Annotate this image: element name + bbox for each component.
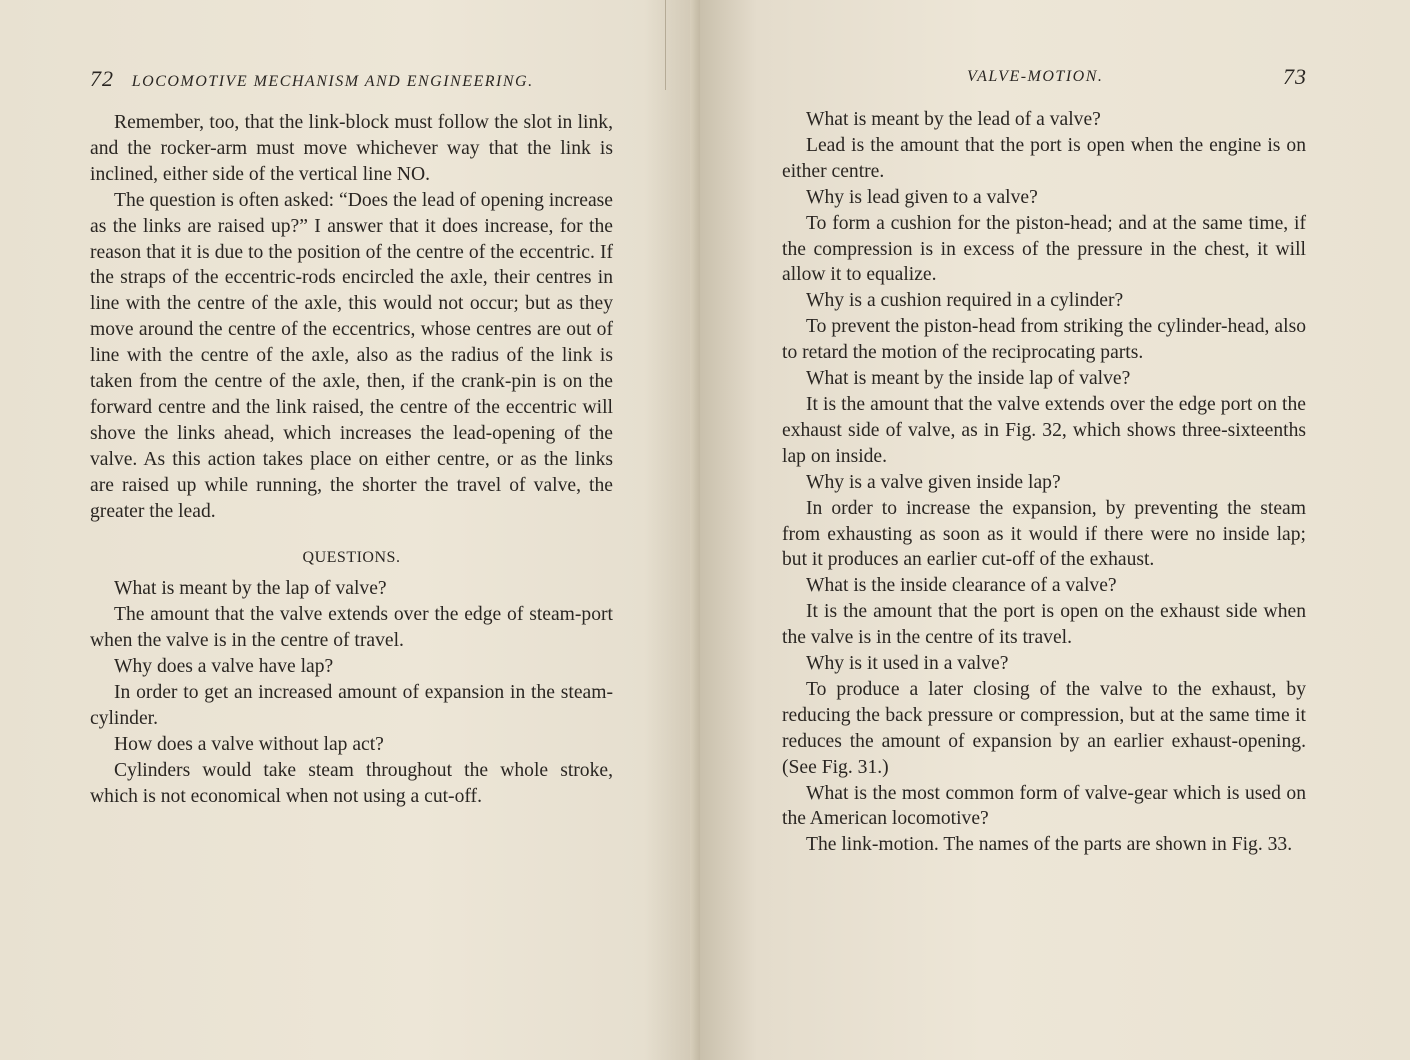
right-page: [700, 0, 1410, 1060]
question: What is meant by the lap of valve?: [114, 578, 387, 600]
question: Why is it used in a valve?: [806, 653, 1009, 675]
left-running-title: LOCOMOTIVE MECHANISM AND ENGINEERING.: [131, 73, 534, 90]
right-body-text: [782, 107, 1306, 858]
question: How does a valve without lap act?: [114, 733, 384, 755]
right-running-title: VALVE-MOTION.: [967, 68, 1104, 85]
answer: It is the amount that the valve extends over the edge port on the exhaust side of valve, as in Fig. 32, which shows three-sixteenths lap on inside.: [782, 393, 1306, 467]
page-crease: [655, 0, 666, 90]
answer: The link-motion. The names of the parts are shown in Fig. 33.: [806, 834, 1293, 856]
answer: To prevent the piston-head from striking the cylinder-head, also to retard the motion of the reciprocating parts.: [782, 316, 1306, 364]
question: What is meant by the lead of a valve?: [806, 109, 1101, 130]
left-body-text: [90, 110, 613, 810]
paragraph: Remember, too, that the link-block must follow the slot in link, and the rocker-arm must move whichever way that the link is inclined, either side of the vertical line NO.: [90, 112, 613, 185]
questions-heading: QUESTIONS.: [302, 548, 401, 566]
question: What is the most common form of valve-gear which is used on the American locomotive?: [782, 782, 1306, 830]
question: Why is a valve given inside lap?: [806, 471, 1061, 493]
question: Why is lead given to a valve?: [806, 186, 1038, 208]
answer: The amount that the valve extends over the edge of steam-port when the valve is in the centre of travel.: [90, 604, 613, 652]
answer: Cylinders would take steam throughout the whole stroke, which is not economical when not using a cut-off.: [90, 759, 613, 807]
answer: To produce a later closing of the valve to the exhaust, by reducing the back pressure or compression, but at the same time it reduces the amount of expansion by an earlier exhaust-opening. (See Fig. 31.): [782, 678, 1306, 778]
right-page-number: 73: [1283, 64, 1307, 89]
answer: In order to get an increased amount of expansion in the steam-cylinder.: [90, 682, 613, 729]
left-page-number: 72: [90, 66, 114, 91]
question: What is the inside clearance of a valve?: [806, 575, 1117, 597]
answer: Lead is the amount that the port is open when the engine is on either centre.: [782, 134, 1306, 182]
left-running-head: [90, 66, 610, 92]
answer: It is the amount that the port is open on the exhaust side when the valve is in the centre of its travel.: [782, 601, 1306, 649]
answer: To form a cushion for the piston-head; and at the same time, if the compression is in excess of the pressure in the chest, it will allow it to equalize.: [782, 212, 1306, 286]
question: What is meant by the inside lap of valve?: [806, 368, 1131, 390]
left-page: [0, 0, 700, 1060]
question: Why does a valve have lap?: [114, 656, 334, 678]
answer: In order to increase the expansion, by preventing the steam from exhausting as soon as it would if there were no inside lap; but it produces an earlier cut-off of the exhaust.: [782, 497, 1306, 571]
paragraph: The question is often asked: “Does the lead of opening increase as the links are raised up?” I answer that it does increase, for the reason that it is due to the position of the centre of the eccentric. If the straps of the eccentric-rods encircled the axle, their centres in line with the centre of the axle, this would not occur; but as they move around the centre of the eccentrics, whose centres are out of line with the centre of the axle, also as the radius of the link is taken from the centre of the axle, then, if the crank-pin is on the forward centre and the link raised, the centre of the eccentric will shove the links ahead, which increases the lead-opening of the valve. As this action takes place on either centre, or as the links are raised up while running, the shorter the travel of valve, the greater the lead.: [90, 189, 613, 522]
question: Why is a cushion required in a cylinder?: [806, 290, 1124, 312]
